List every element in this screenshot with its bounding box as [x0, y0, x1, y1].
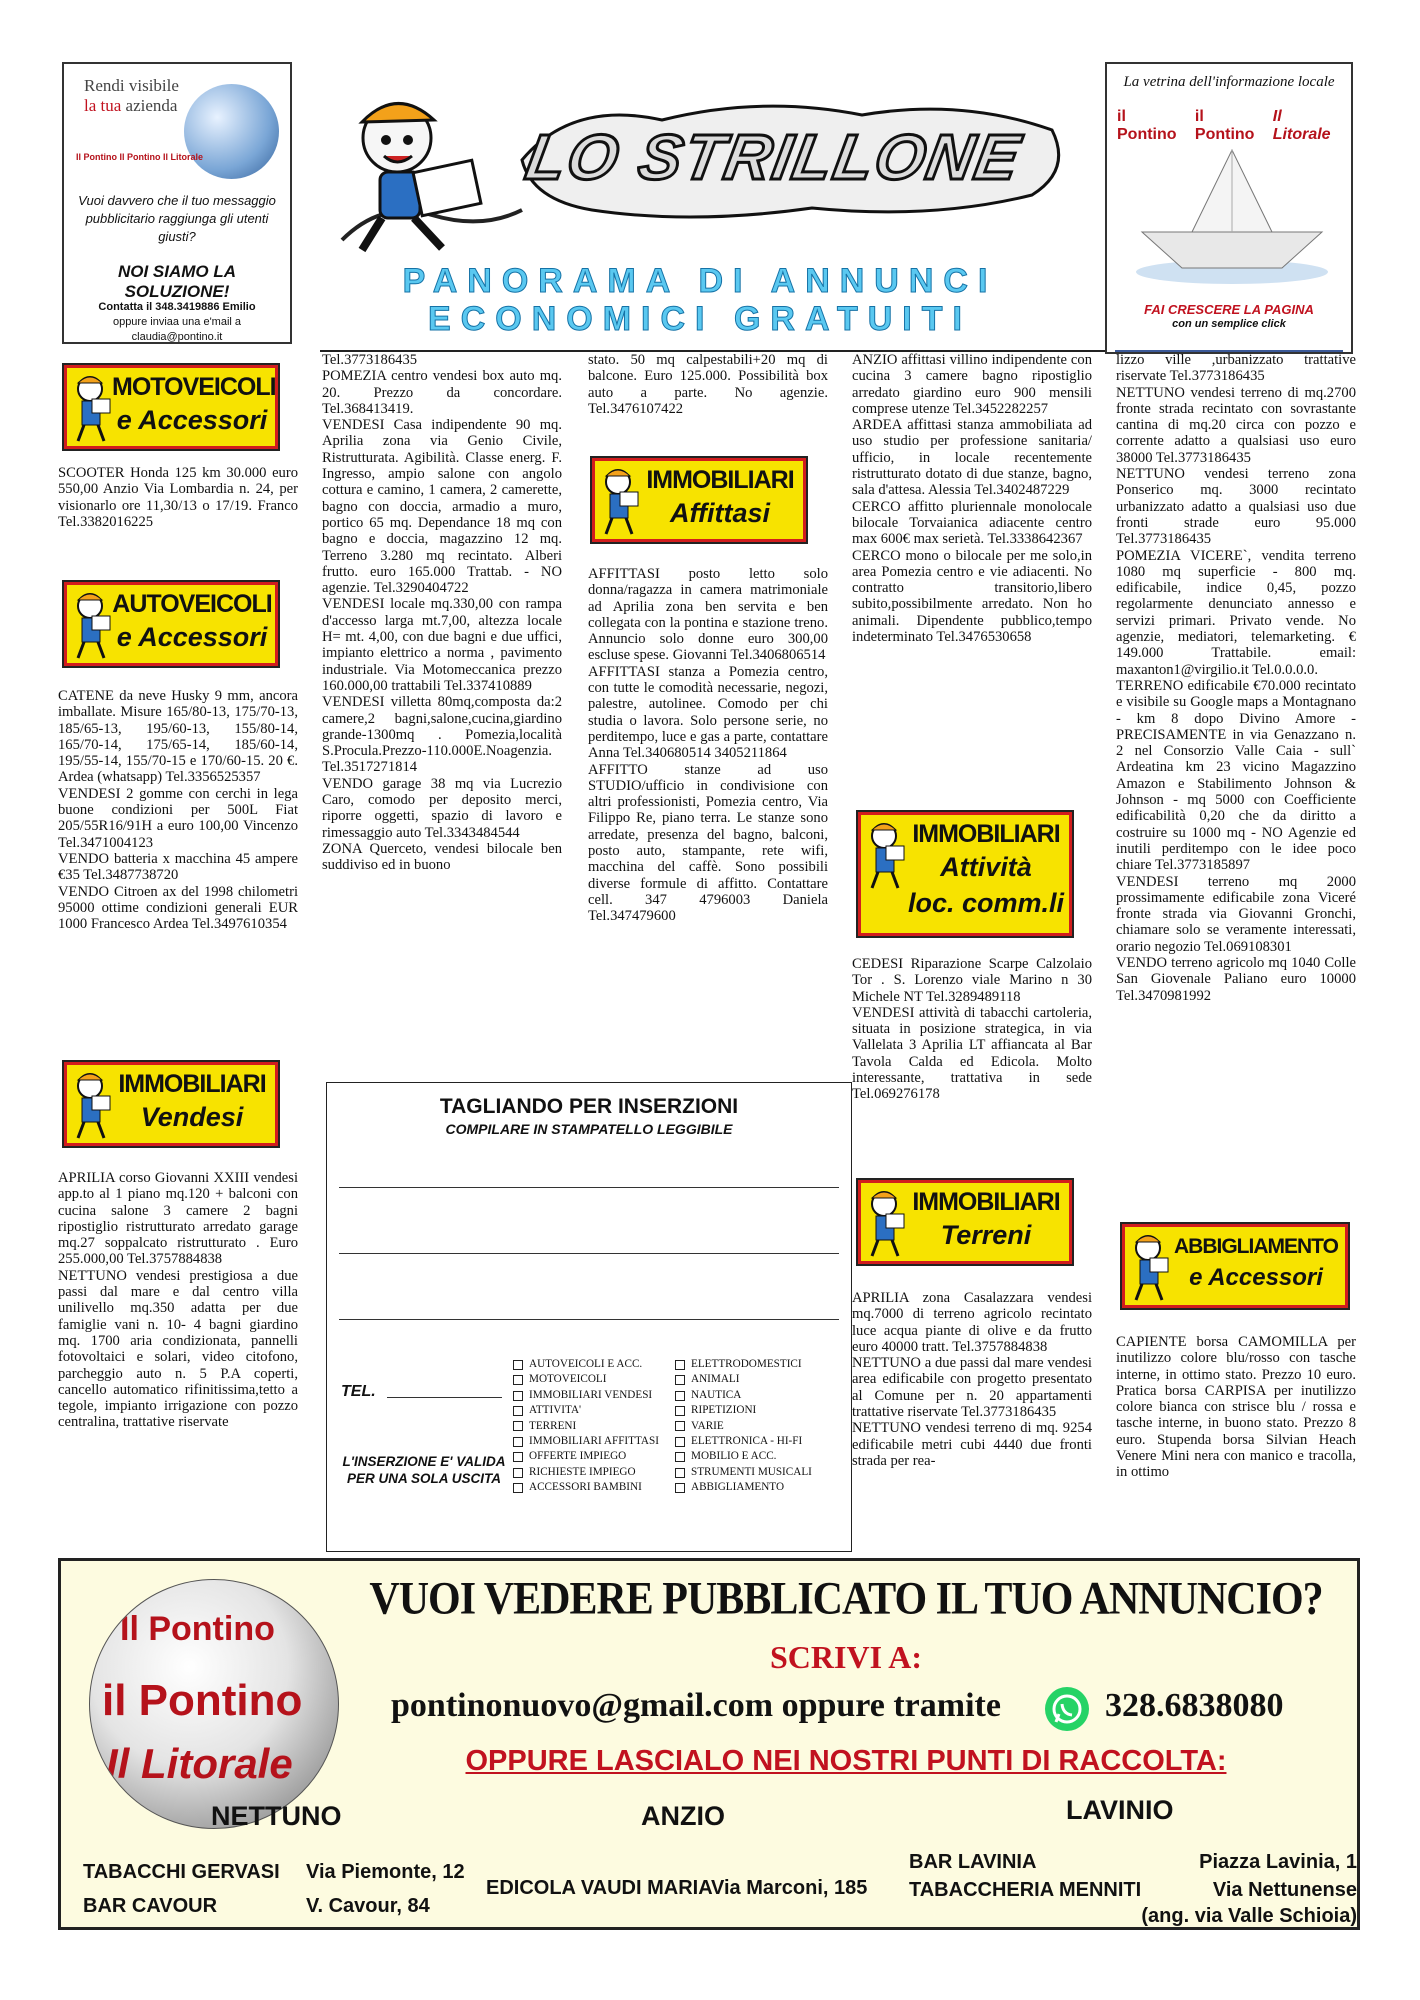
- category-immobiliari-attivita: IMMOBILIARI Attività loc. comm.li: [856, 810, 1074, 938]
- category-motoveicoli: MOTOVEICOLI e Accessori: [62, 363, 280, 451]
- newsboy-mascot-icon: [322, 90, 532, 260]
- ads-vendesi-end: stato. 50 mq calpestabili+20 mq di balcone. Euro 125.000. Possibilità box auto a parte. No agenzie. Tel.3476107422: [588, 352, 828, 417]
- insertion-coupon[interactable]: [326, 1082, 852, 1552]
- coupon-tel-label: TEL.: [341, 1383, 376, 1400]
- checkbox[interactable]: [675, 1391, 685, 1401]
- ad-contact: Contatta il 348.3419886 Emilio oppure inviaa una e'mail a claudia@pontino.it: [98, 301, 256, 343]
- category-autoveicoli: AUTOVEICOLI e Accessori: [62, 580, 280, 668]
- coupon-option[interactable]: ELETTRONICA - HI-FI: [675, 1434, 812, 1449]
- ad-facebook[interactable]: [1105, 62, 1353, 354]
- mascot-icon: [70, 588, 112, 660]
- ad-headline: Rendi visibile la tua azienda: [84, 76, 179, 115]
- category-immobiliari-affittasi: IMMOBILIARI Affittasi: [590, 456, 808, 544]
- ads-vendesi: APRILIA corso Giovanni XXIII vendesi app.to al 1 piano mq.120 + balconi con cucina salone 3 camere 2 bagni ripostiglio ristrutturato arredato garage mq.27 soppalcato ristrutturato . Euro 255.000,00 Tel.3757884838 NETTUNO vendesi prestigiosa a due passi dal mare e dal centro villa unilivello mq.350 adatta per due famiglie vani n. 10- 4 bagni giardino mq. 1700 aria condizionata, pannelli fotovoltaici e solari, video citofono, parcheggio auto n. 5 P.A coperti, cancello automatico rifinitissima,tetto a tegole, impianto irrigazione con pozzo centralina, trattative riservate: [58, 1170, 298, 1431]
- banner-email[interactable]: pontinonuovo@gmail.com oppure tramite: [391, 1687, 1001, 1724]
- banner-collection-points: OPPURE LASCIALO NEI NOSTRI PUNTI DI RACCOLTA:: [465, 1745, 1227, 1777]
- checkbox[interactable]: [675, 1468, 685, 1478]
- coupon-options-right: [675, 1357, 812, 1496]
- coupon-option[interactable]: OFFERTE IMPIEGO: [513, 1449, 659, 1464]
- point-address: V. Cavour, 84: [306, 1895, 430, 1917]
- submission-banner: [58, 1558, 1360, 1930]
- point-name: TABACCHI GERVASI: [83, 1861, 280, 1883]
- mascot-icon: [864, 1186, 906, 1258]
- checkbox[interactable]: [675, 1452, 685, 1462]
- point-name: BAR LAVINIA: [909, 1851, 1037, 1873]
- masthead-subtitle: PANORAMA DI ANNUNCI ECONOMICI GRATUITI: [402, 262, 998, 338]
- ads-terreni: APRILIA zona Casalazzara vendesi mq.7000 di terreno agricolo recintato luce acqua piante di olive e da frutto euro 40000 tratt. Tel.3757884838 NETTUNO a due passi dal mare vendesi area edificabile con progetto presentato al Comune per n. 20 appartamenti trattative riservate Tel.3773186435 NETTUNO vendesi terreno di mq. 9254 edificabile metri cubi 4440 due fronti strada per rea-: [852, 1290, 1092, 1469]
- mascot-icon: [70, 1068, 112, 1140]
- checkbox[interactable]: [513, 1483, 523, 1493]
- mascot-icon: [1128, 1230, 1170, 1302]
- coupon-option[interactable]: AUTOVEICOLI E ACC.: [513, 1357, 659, 1372]
- checkbox[interactable]: [513, 1437, 523, 1447]
- checkbox[interactable]: [513, 1391, 523, 1401]
- point-name: BAR CAVOUR: [83, 1895, 218, 1917]
- city-nettuno: NETTUNO: [211, 1801, 342, 1831]
- coupon-options-left: [513, 1357, 659, 1496]
- coupon-option[interactable]: ABBIGLIAMENTO: [675, 1480, 812, 1495]
- coupon-title: TAGLIANDO PER INSERZIONI: [439, 1095, 739, 1118]
- coupon-write-line[interactable]: [339, 1319, 839, 1320]
- checkbox[interactable]: [513, 1421, 523, 1431]
- coupon-option[interactable]: ATTIVITA': [513, 1403, 659, 1418]
- coupon-option[interactable]: MOBILIO E ACC.: [675, 1449, 812, 1464]
- checkbox[interactable]: [513, 1360, 523, 1370]
- checkbox[interactable]: [513, 1468, 523, 1478]
- ads-affittasi: AFFITTASI posto letto solo donna/ragazza in camera matrimoniale ad Aprilia zona ben servita e ben collegata con la pontina e stazione treno. Annuncio solo donne euro 300,00 escluse spese. Giovanni Tel.3406806514 AFFITTASI stanza a Pomezia centro, con tutte le comodità necessarie, negozi, palestre, autolinee. Comodo per chi studia o lavora. Solo persone serie, no perditempo, luce e gas a parte, contattare Anna Tel.340680514 3405211864 AFFITTO stanze ad uso STUDIO/ufficio in condivisione con altri professionisti, Pomezia centro, Via Filippo Re, piano terra. Le stanze sono arredate, presenza del bagno, balconi, posto auto, stampante, rete wifi, macchina del caffè. Sono possibili diverse formule di affitto. Contattare cell. 347 4796003 Daniela Tel.347479600: [588, 566, 828, 925]
- city-lavinio: LAVINIO: [1066, 1795, 1174, 1825]
- banner-phone[interactable]: 328.6838080: [1105, 1687, 1284, 1724]
- checkbox[interactable]: [675, 1437, 685, 1447]
- category-abbigliamento: ABBIGLIAMENTO e Accessori: [1120, 1222, 1350, 1310]
- checkbox[interactable]: [513, 1452, 523, 1462]
- ad-brands: Il Pontino Il Pontino Il Litorale: [76, 152, 203, 162]
- category-immobiliari-vendesi: IMMOBILIARI Vendesi: [62, 1060, 280, 1148]
- masthead: [322, 90, 1082, 270]
- mascot-icon: [70, 371, 112, 443]
- mascot-icon: [864, 818, 906, 890]
- coupon-write-line[interactable]: [339, 1253, 839, 1254]
- point-name: TABACCHERIA MENNITI: [909, 1879, 1142, 1901]
- coupon-option[interactable]: TERRENI: [513, 1419, 659, 1434]
- point-name: EDICOLA VAUDI MARIA: [486, 1877, 713, 1899]
- ad-claim: NOI SIAMO LA SOLUZIONE!: [117, 262, 237, 301]
- ad-rendi-visibile[interactable]: [62, 62, 292, 344]
- coupon-option[interactable]: VARIE: [675, 1419, 812, 1434]
- logo-text: LO STRILLONE: [520, 121, 1027, 193]
- banner-question: VUOI VEDERE PUBBLICATO IL TUO ANNUNCIO?: [369, 1573, 1323, 1625]
- coupon-option[interactable]: MOTOVEICOLI: [513, 1372, 659, 1387]
- coupon-option[interactable]: ELETTRODOMESTICI: [675, 1357, 812, 1372]
- coupon-subtitle: COMPILARE IN STAMPATELLO LEGGIBILE: [445, 1121, 733, 1137]
- checkbox[interactable]: [675, 1421, 685, 1431]
- coupon-option[interactable]: NAUTICA: [675, 1388, 812, 1403]
- newspaper-ball-logo: Il Pontino il Pontino Il Litorale: [89, 1579, 339, 1829]
- coupon-option[interactable]: ANIMALI: [675, 1372, 812, 1387]
- ads-affittasi-continued: ANZIO affittasi villino indipendente con cucina 3 camere bagno ripostiglio arredato giardino euro 900 mensili comprese utenze Tel.3452282257 ARDEA affittasi stanza ammobiliata ad uso studio per professione sanitaria/ ufficio, in locale recentemente ristrutturato dotato di due stanze, bagno, sala d'attesa. Alessia Tel.3402487229 CERCO affitto pluriennale monolocale bilocale Torvaianica adiacente centro max 600€ max serietà. Tel.3338642367 CERCO mono o bilocale per me solo,in area Pomezia centro e vie adiacenti. No contratto transitorio,libero subito,possibilmente arredato. Non ho animali. Dipendente pubblico,tempo indeterminato Tel.3476530658: [852, 352, 1092, 646]
- ad-pitch: Vuoi davvero che il tuo messaggio pubblicitario raggiunga gli utenti giusti?: [78, 193, 276, 244]
- coupon-option[interactable]: ACCESSORI BAMBINI: [513, 1480, 659, 1495]
- checkbox[interactable]: [513, 1375, 523, 1385]
- ads-vendesi-continued: Tel.3773186435 POMEZIA centro vendesi box auto mq. 20. Prezzo da concordare. Tel.368413419. VENDESI Casa indipendente 90 mq. Aprilia zona via Genio Civile, Ristrutturata. Agibilità. Classe energ. F. Ingresso, ampio salone con angolo cottura e camino, 1 camera, 2 camerette, bagno con doccia, armadio a muro, portico 65 mq. Dependance 18 mq con bagno e doccia, magazzino 12 mq. Terreno 3.280 mq recintato. Alberi frutto. euro 165.000 Trattab. - NO agenzie. Tel.3290404722 VENDESI locale mq.330,00 con rampa d'accesso larga mt.7,00, altezza locale H= mt. 4,00, con due bagni e due uffici, impianto elettrico a norma , pavimento industriale. Via Motomeccanica prezzo 160.000,00 trattabili Tel.337410889 VENDESI villetta 80mq,composta da:2 camere,2 bagni,salone,cucina,giardino grande-1300mq . Pomezia,località S.Procula.Prezzo-110.000E.Noagenzia. Tel.3517271814 VENDO garage 38 mq via Lucrezio Caro, comodo per deposito merci, riporre oggetti, spazio di lavoro e rimessaggio auto Tel.3343484544 ZONA Querceto, vendesi bilocale ben suddiviso ed in buono: [322, 352, 562, 874]
- ad-cta: FAI CRESCERE LA PAGINA: [1144, 302, 1314, 317]
- coupon-option[interactable]: IMMOBILIARI AFFITTASI: [513, 1434, 659, 1449]
- city-anzio: ANZIO: [641, 1801, 725, 1831]
- globe-icon: [184, 84, 279, 179]
- ad-cta-sub: con un semplice click: [1172, 318, 1286, 330]
- coupon-write-line[interactable]: [339, 1187, 839, 1188]
- ads-abbigliamento: CAPIENTE borsa CAMOMILLA per inutilizzo colore blu/rosso con tasche interne, in ottimo stato. Prezzo 10 euro. Pratica borsa CARPISA per inutilizzo colore bianca con strisce blu / rossa e tasche interne, in buono stato. Prezzo 8 euro. Stupenda borsa Silvian Heach Venere Mini nera con manico e tracolla, in ottimo: [1116, 1334, 1356, 1481]
- ad-logos: il Pontino il Pontino Il Litorale: [1117, 108, 1331, 143]
- ads-terreni-continued: lizzo ville ,urbanizzato trattative riservate Tel.3773186435 NETTUNO vendesi terreno di mq.2700 fronte strada recintato con sovrastante cantina di mq.20 circa con pozzo e corrente adatto a qualsiasi uso euro 38000 Tel.3773186435 NETTUNO vendesi terreno zona Ponserico mq. 3000 recintato urbanizzato adatto a qualsiasi uso due fronti strade euro 95.000 Tel.3773186435 POMEZIA VICERE`, vendita terreno 1080 mq superficie - 800 mq. edificabile, indice 0,45, pozzo regolarmente denunciato annesso e servizi primari. Privato vende. No agenzie, mediatori, telemarketing. € 149.000 Trattabile. email: maxanton1@virgilio.it Tel.0.0.0.0. TERRENO edificabile €70.000 recintato e visibile su Google maps a Montagnano - km 8 dopo Divino Amore - PRECISAMENTE in via Genazzano n. 2 nel Consorzio Valle Caia - sull` Ardeatina km 23 vicino Magazzino Amazon e Stabilimento Johnson & Johnson - mq 5000 con Coefficiente edificabilità 0,20 che da diritto a costruire su 1000 mq - NO Agenzie ed inutili perditempo con le idee poco chiare Tel.3773185897 VENDESI terreno mq 2000 prossimamente edificabile zona Viceré fronte strada via Giovanni Gronchi, chiamare solo se veramente interessati, orario negozio Tel.069108301 VENDO terreno agricolo mq 1040 Colle San Giovenale Paliano euro 10000 Tel.3470981992: [1116, 352, 1356, 1004]
- point-address-note: (ang. via Valle Schioia): [1141, 1905, 1357, 1927]
- paper-boat-icon: [1132, 140, 1332, 290]
- point-address: Via Marconi, 185: [711, 1877, 868, 1899]
- ads-autoveicoli: CATENE da neve Husky 9 mm, ancora imballate. Misure 165/80-13, 175/70-13, 185/65-13, 195/60-13, 155/80-14, 165/70-14, 175/65-14, 185/60-14, 195/55-14, 155/70-15 e 170/60-15. 20 €. Ardea (whatsapp) Tel.3356525357 VENDESI 2 gomme con cerchi in lega buone condizioni per 500L Fiat 205/55R16/91H a euro 100,00 Vincenzo Tel.3471004123 VENDO batteria x macchina 45 ampere €35 Tel.3487738720 VENDO Citroen ax del 1998 chilometri 95000 ottime condizioni generali EUR 1000 Francesco Ardea Tel.3497610354: [58, 688, 298, 933]
- checkbox[interactable]: [675, 1406, 685, 1416]
- coupon-tel-field[interactable]: [387, 1397, 502, 1398]
- whatsapp-icon: [1045, 1687, 1089, 1731]
- checkbox[interactable]: [675, 1483, 685, 1493]
- checkbox[interactable]: [675, 1360, 685, 1370]
- coupon-option[interactable]: STRUMENTI MUSICALI: [675, 1465, 812, 1480]
- mascot-icon: [598, 464, 640, 536]
- coupon-option[interactable]: IMMOBILIARI VENDESI: [513, 1388, 659, 1403]
- coupon-note: L'INSERZIONE E' VALIDA PER UNA SOLA USCITA: [342, 1454, 506, 1486]
- banner-scrivi: SCRIVI A:: [769, 1639, 923, 1675]
- ads-motoveicoli: SCOOTER Honda 125 km 30.000 euro 550,00 Anzio Via Lombardia n. 24, per visionarlo ore 11,30/13 o 17/19. Franco Tel.3382016225: [58, 465, 298, 530]
- ads-attivita: CEDESI Riparazione Scarpe Calzolaio Tor . S. Lorenzo viale Marino n 30 Michele NT Tel.3289489118 VENDESI attività di tabacchi cartoleria, situata in posizione strategica, in via Vallelata 3 Aprilia LT affiancata al Bar Tavola Calda ed Edicola. Molto interessante, trattativa in sede Tel.069276178: [852, 956, 1092, 1103]
- category-immobiliari-terreni: IMMOBILIARI Terreni: [856, 1178, 1074, 1266]
- point-address: Via Nettunense: [1212, 1879, 1357, 1901]
- coupon-option[interactable]: RIPETIZIONI: [675, 1403, 812, 1418]
- point-address: Via Piemonte, 12: [306, 1861, 465, 1883]
- coupon-option[interactable]: RICHIESTE IMPIEGO: [513, 1465, 659, 1480]
- checkbox[interactable]: [513, 1406, 523, 1416]
- checkbox[interactable]: [675, 1375, 685, 1385]
- ad-tagline: La vetrina dell'informazione locale: [1123, 74, 1335, 90]
- point-address: Piazza Lavinia, 1: [1199, 1851, 1357, 1873]
